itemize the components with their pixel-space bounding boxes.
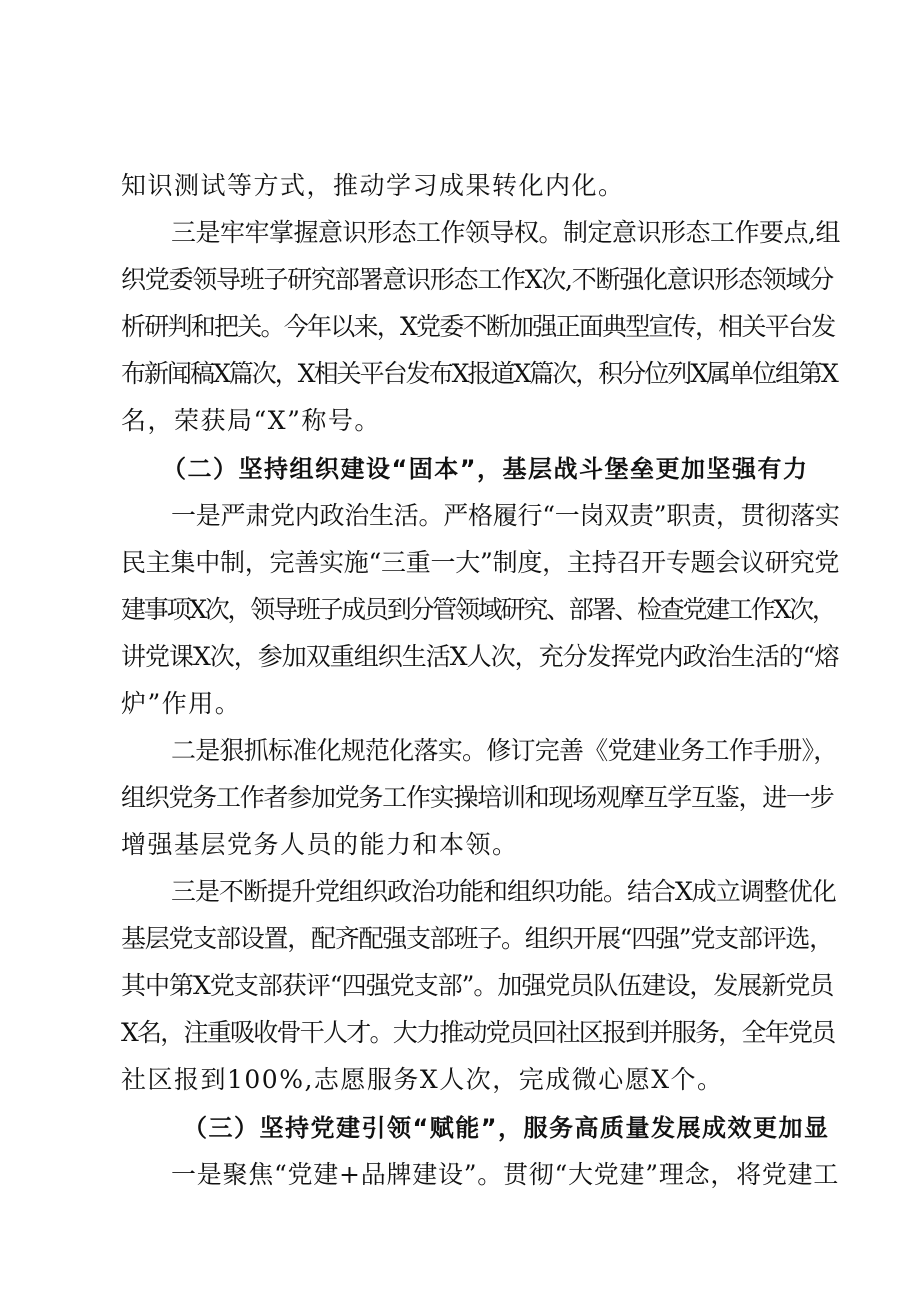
text-line: X名，注重吸收骨干人才。大力推动党员回社区报到并服务，全年党员 bbox=[121, 1018, 835, 1047]
paragraph-first-line: 一是聚焦“党建+品牌建设”。贯彻“大党建”理念，将党建工 bbox=[171, 1160, 840, 1189]
text-line: 其中第X党支部获评“四强党支部”。加强党员队伍建设，发展新党员 bbox=[121, 971, 834, 1000]
text-line: 民主集中制，完善实施“三重一大”制度，主持召开专题会议研究党 bbox=[121, 548, 840, 577]
section-heading: （三）坚持党建引领“赋能”，服务高质量发展成效更加显 bbox=[183, 1114, 830, 1142]
text-line: 增强基层党务人员的能力和本领。 bbox=[121, 830, 519, 859]
section-heading: （二）坚持组织建设“固本”，基层战斗堡垒更加坚强有力 bbox=[162, 455, 809, 483]
paragraph-first-line: 一是严肃党内政治生活。严格履行“一岗双责”职责，贯彻落实 bbox=[171, 501, 840, 530]
text-line: 布新闻稿X篇次，X相关平台发布X报道X篇次，积分位列X属单位组第X bbox=[121, 359, 837, 388]
text-line: 讲党课X次，参加双重组织生活X人次，充分发挥党内政治生活的“熔 bbox=[121, 642, 839, 671]
text-line: 知识测试等方式，推动学习成果转化内化。 bbox=[121, 171, 625, 200]
text-line: 名，荣获局“X”称号。 bbox=[121, 406, 381, 435]
text-line: 织党委领导班子研究部署意识形态工作X次,不断强化意识形态领域分 bbox=[121, 265, 833, 294]
paragraph-first-line: 二是狠抓标准化规范化落实。修订完善《党建业务工作手册》， bbox=[171, 736, 838, 765]
text-line: 组织党务工作者参加党务工作实操培训和现场观摩互学互鉴，进一步 bbox=[121, 783, 834, 812]
paragraph-first-line: 三是牢牢掌握意识形态工作领导权。制定意识形态工作要点,组 bbox=[171, 218, 840, 247]
text-line: 社区报到100%,志愿服务X人次，完成微心愿X个。 bbox=[121, 1065, 724, 1094]
text-line: 析研判和把关。今年以来，X党委不断加强正面典型宣传，相关平台发 bbox=[121, 312, 835, 341]
paragraph-first-line: 三是不断提升党组织政治功能和组织功能。结合X成立调整优化 bbox=[171, 877, 836, 906]
text-line: 建事项X次，领导班子成员到分管领域研究、部署、检查党建工作X次， bbox=[121, 595, 835, 624]
text-line: 炉”作用。 bbox=[121, 689, 242, 718]
text-line: 基层党支部设置，配齐配强支部班子。组织开展“四强”党支部评选， bbox=[121, 924, 833, 953]
